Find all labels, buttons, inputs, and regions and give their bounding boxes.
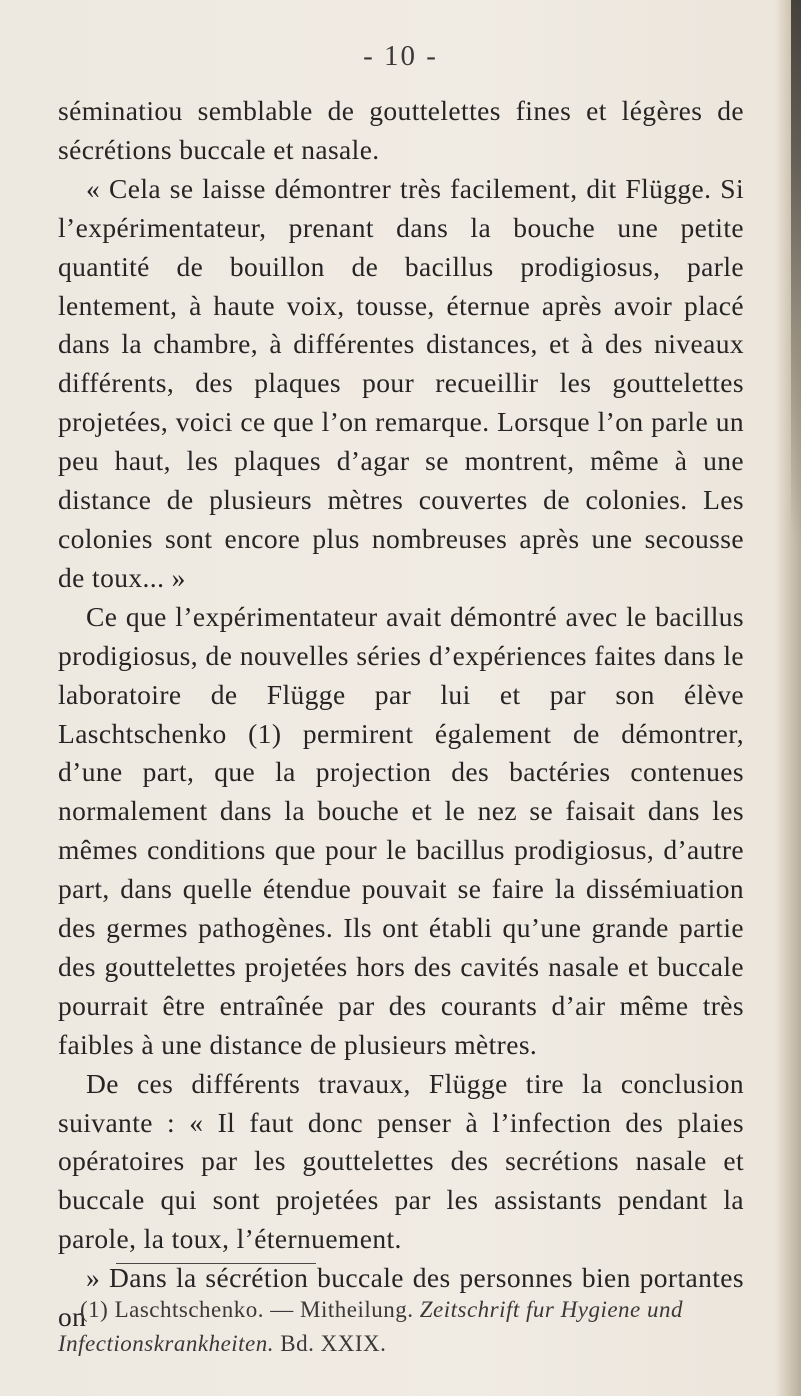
paragraph: Ce que l’expérimentateur avait démontré avec le bacillus prodigiosus, de nouvelles séries d’expériences faites dans le laboratoire de Flügge par lui et par son élève Laschtschenko (1) permirent également de démontrer, d’une part, que la projection des bactéries contenues normalement dans la bouche et le nez se faisait dans les mêmes conditions que pour le bacillus prodigiosus, d’autre part, dans quelle étendue pouvait se faire la dissémiuation des germes pathogènes. Ils ont établi qu’une grande partie des gouttelettes projetées hors des cavités nasale et buccale pourrait être entraînée par des courants d’air même très faibles à une distance de plusieurs mètres. bbox=[58, 600, 744, 1060]
footnote-volume: Bd. XXIX. bbox=[280, 1331, 387, 1356]
paragraph: séminatiou semblable de gouttelettes fines et légères de sécrétions buccale et nasale. bbox=[58, 95, 744, 165]
footnote-rule bbox=[116, 1263, 316, 1264]
footnote-text: Laschtschenko. — Mitheilung. bbox=[114, 1297, 414, 1322]
body-text bbox=[58, 92, 744, 1337]
footnote-marker: (1) bbox=[80, 1297, 109, 1322]
footnote bbox=[58, 1293, 744, 1361]
page-number: - 10 - bbox=[363, 40, 438, 72]
paragraph: « Cela se laisse démontrer très facilement, dit Flügge. Si l’expérimentateur, prenant dans la bouche une petite quantité de bouillon de bacillus prodigiosus, parle lentement, à haute voix, tousse, éternue après avoir placé dans la chambre, à différentes distances, et à des niveaux différents, des plaques pour recueillir les gouttelettes projetées, voici ce que l’on remarque. Lorsque l’on parle un peu haut, les plaques d’agar se montrent, même à une distance de plusieurs mètres couvertes de colonies. Les colonies sont encore plus nombreuses après une secousse de toux... » bbox=[58, 172, 744, 593]
binding-edge bbox=[791, 0, 801, 540]
paragraph: De ces différents travaux, Flügge tire la conclusion suivante : « Il faut donc penser à l’infection des plaies opératoires par les gouttelettes des secrétions nasale et buccale qui sont projetées par les assistants pendant la parole, la toux, l’éternuement. bbox=[58, 1067, 744, 1255]
paragraph: » Dans la sécrétion buccale des personnes bien portantes on bbox=[58, 1262, 744, 1333]
footnote-journal: Zeitschrift fur Hygiene und Infectionskrankheiten. bbox=[58, 1297, 684, 1356]
